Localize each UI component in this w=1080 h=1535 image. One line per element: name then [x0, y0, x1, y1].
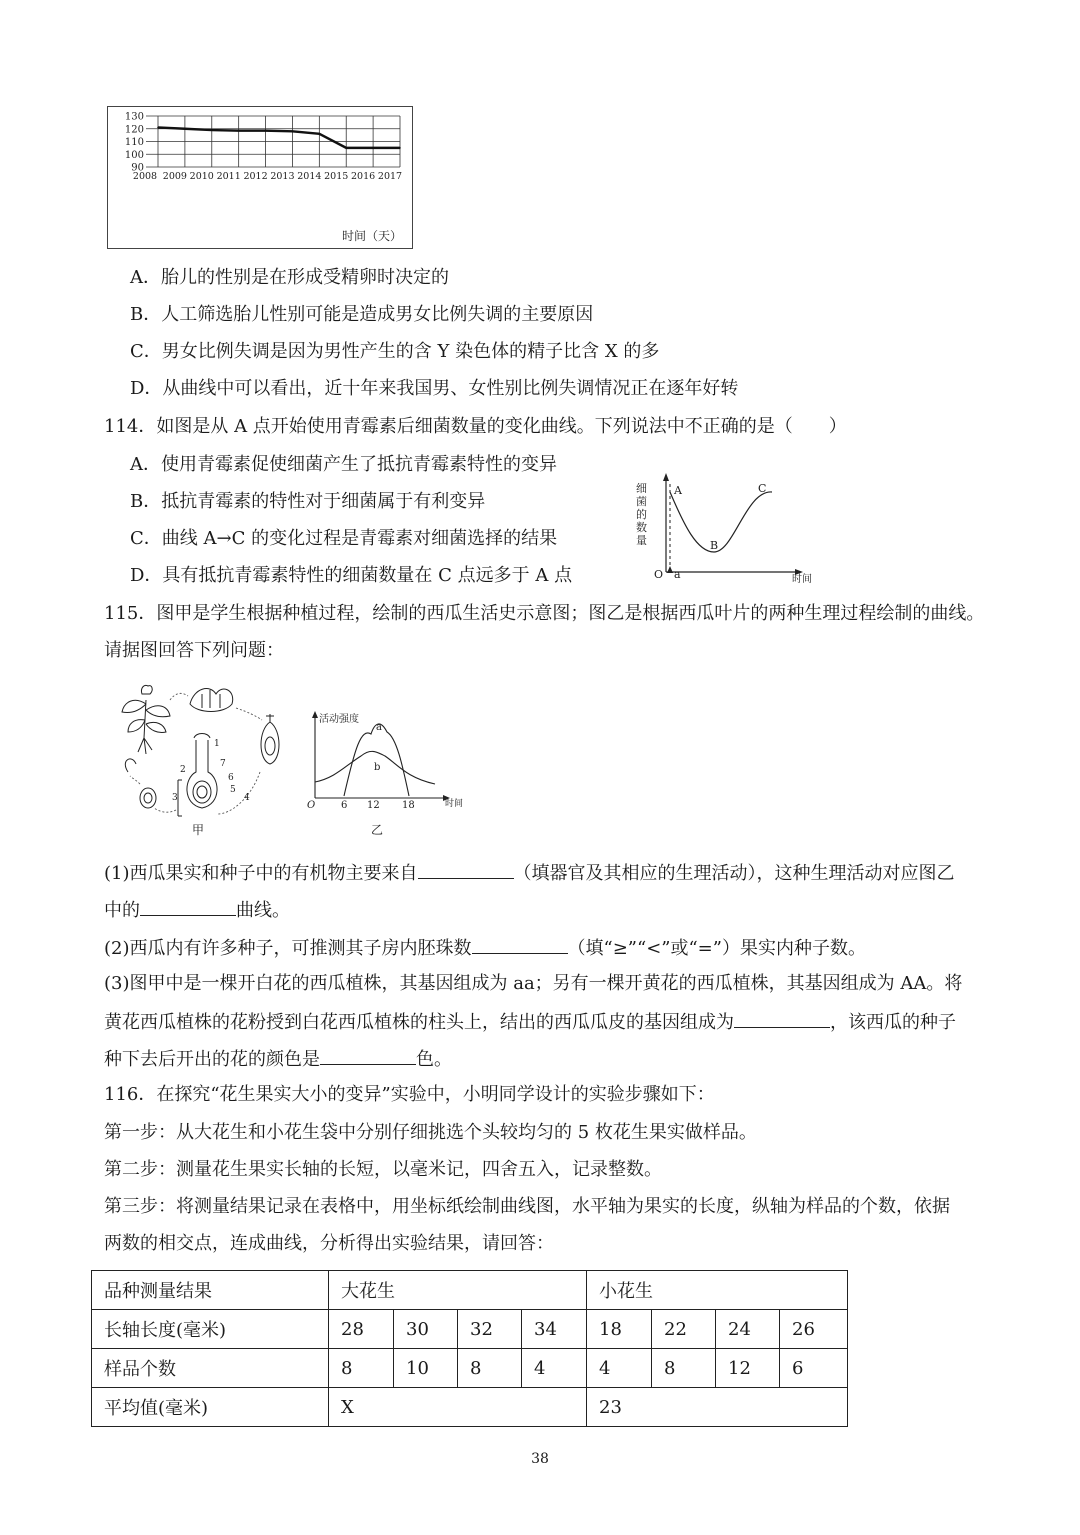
q115-p1-blank-2[interactable] [140, 897, 236, 916]
chart1-point [319, 133, 321, 135]
q113-option-b: B．人工筛选胎儿性别可能是造成男女比例失调的主要原因 [130, 304, 594, 325]
q116-step3-line1: 第三步：将测量结果记录在表格中，用坐标纸绘制曲线图，水平轴为果实的长度，纵轴为样品的个数，依据 [104, 1196, 950, 1217]
chart1-ytick-label: 100 [124, 149, 144, 161]
lifecycle-number-2: 2 [180, 765, 186, 775]
bacteria-y-arrow [663, 473, 669, 481]
table-cell: 8 [458, 1349, 522, 1388]
lifecycle-number-6: 6 [228, 773, 234, 783]
q115-p2-text-a: (2)西瓜内有许多种子，可推测其子房内胚珠数 [104, 938, 472, 959]
q116-step2: 第二步：测量花生果实长轴的长短，以毫米记，四舍五入，记录整数。 [104, 1159, 662, 1180]
q115-p3-text-c: 种下去后开出的花的颜色是 [104, 1049, 320, 1070]
q115-p3-blank-2[interactable] [320, 1046, 416, 1065]
seed-sketch [125, 759, 156, 808]
q114-option-b: B．抵抗青霉素的特性对于细菌属于有利变异 [130, 491, 486, 512]
activity-curve-a [344, 724, 409, 796]
table-cell: 26 [780, 1310, 848, 1349]
table-row-label: 长轴长度(毫米) [92, 1310, 329, 1349]
page-number: 38 [531, 1451, 549, 1467]
q115-stem-line2: 请据图回答下列问题： [104, 640, 284, 661]
chart1-xtick-label: 2016 [351, 171, 376, 182]
chart1-xtick-label: 2017 [377, 171, 403, 182]
chart1-point [292, 131, 294, 133]
q115-p1-text-d: 曲线。 [236, 900, 290, 921]
q114-option-d: D．具有抵抗青霉素特性的细菌数量在 C 点远多于 A 点 [130, 565, 573, 586]
q115-p3-blank-1[interactable] [734, 1009, 830, 1028]
chart1-xtick-label: 2012 [243, 171, 268, 182]
bacteria-graph [622, 470, 822, 585]
q113-option-c: C．男女比例失调是因为男性产生的含 Y 染色体的精子比含 X 的多 [130, 341, 660, 362]
chart1-series-line [158, 127, 400, 147]
chart1-xtick-label: 2010 [189, 171, 214, 182]
table-row-label: 样品个数 [92, 1349, 329, 1388]
table-header-small-peanut: 小花生 [587, 1271, 848, 1310]
chart1-ytick-label: 130 [124, 111, 144, 123]
fruit-sketch [261, 714, 279, 764]
activity-label-b: b [374, 762, 381, 773]
lifecycle-number-7: 7 [220, 759, 226, 769]
bacteria-label-c: C [758, 482, 767, 495]
q115-p1-text-b: （填器官及其相应的生理活动），这种生理活动对应图乙 [513, 863, 955, 884]
table-row-label: 平均值(毫米) [92, 1388, 329, 1427]
q115-p3-text-d: 色。 [416, 1049, 452, 1070]
bacteria-ylabel-2: 菌 [636, 495, 647, 508]
q115-p2-blank[interactable] [472, 935, 568, 954]
q115-p1-text-a: (1)西瓜果实和种子中的有机物主要来自 [104, 863, 418, 884]
chart1-point [265, 130, 267, 132]
table-cell: 12 [716, 1349, 780, 1388]
table-cell: 34 [522, 1310, 587, 1349]
q115-part3-line3 [104, 1046, 452, 1072]
bacteria-label-b: B [710, 539, 719, 552]
q115-p2-text-b: （填“≥”“<”或“=”）果实内种子数。 [567, 938, 866, 959]
table-cell: 6 [780, 1349, 848, 1388]
activity-y-arrow [312, 711, 318, 718]
chart1-ytick-label: 90 [131, 162, 144, 174]
activity-origin: O [307, 800, 316, 811]
table-row-average [92, 1388, 848, 1427]
table-avg-small: 23 [587, 1388, 848, 1427]
activity-xtick-12: 12 [367, 800, 380, 811]
lifecycle-number-1: 1 [214, 739, 220, 749]
table-cell: 28 [329, 1310, 394, 1349]
table-cell: 18 [587, 1310, 652, 1349]
chart1-point [399, 147, 401, 149]
sex-ratio-chart-frame [107, 106, 413, 249]
chart1-xtick-label: 2014 [297, 171, 322, 182]
activity-xtick-18: 18 [402, 800, 415, 811]
table-header-cell: 品种测量结果 [92, 1271, 329, 1310]
table-cell: 8 [329, 1349, 394, 1388]
bacteria-a-arrow [667, 566, 673, 573]
table-cell: 10 [394, 1349, 458, 1388]
lifecycle-number-3: 3 [172, 793, 178, 803]
q115-p1-blank-1[interactable] [418, 860, 514, 879]
chart1-ytick-label: 110 [124, 137, 144, 148]
chart1-ytick-label: 120 [124, 124, 144, 136]
q114-option-c: C．曲线 A→C 的变化过程是青霉素对细菌选择的结果 [130, 528, 558, 549]
chart1-point [372, 147, 374, 149]
table-cell: 4 [587, 1349, 652, 1388]
lifecycle-number-4: 4 [244, 793, 250, 803]
chart1-point [157, 127, 159, 129]
chart1-xtick-label: 2015 [324, 171, 349, 182]
chart1-xlabel: 时间（天） [341, 229, 403, 243]
table-cell: 32 [458, 1310, 522, 1349]
sex-ratio-chart [108, 107, 412, 248]
bacteria-ylabel-3: 的 [636, 508, 647, 521]
peanut-measurement-table [91, 1270, 848, 1427]
bacteria-label-a-upper: A [674, 484, 682, 497]
table-cell: 30 [394, 1310, 458, 1349]
q116-step3-line2: 两数的相交点，连成曲线，分析得出实验结果，请回答： [104, 1233, 554, 1254]
table-cell: 22 [652, 1310, 716, 1349]
bacteria-curve [670, 492, 772, 552]
bacteria-point-a: a [674, 568, 681, 581]
activity-intensity-graph [305, 708, 475, 840]
chart1-point [238, 130, 240, 132]
q115-part1-line1 [104, 860, 955, 886]
q115-p1-text-c: 中的 [104, 900, 140, 921]
q113-option-a: A．胎儿的性别是在形成受精卵时决定的 [130, 267, 449, 288]
q115-p3-text-b: ，该西瓜的种子 [830, 1012, 956, 1033]
flower-sketch [190, 689, 233, 712]
chart1-point [345, 147, 347, 149]
table-header-row [92, 1271, 848, 1310]
fig-jia-caption: 甲 [192, 823, 205, 837]
fig-yi-caption: 乙 [371, 823, 384, 837]
q116-stem: 116．在探究“花生果实大小的变异”实验中，小明同学设计的实验步骤如下： [104, 1084, 715, 1105]
q113-option-d: D．从曲线中可以看出，近十年来我国男、女性别比例失调情况正在逐年好转 [130, 378, 739, 399]
activity-ylabel: 活动强度 [319, 714, 359, 725]
chart1-point [211, 129, 213, 131]
chart1-xtick-label: 2008 [132, 171, 158, 182]
activity-xlabel: 时间 [445, 799, 464, 809]
table-row-length [92, 1310, 848, 1349]
q114-option-a: A．使用青霉素促使细菌产生了抵抗青霉素特性的变异 [130, 454, 557, 475]
q115-part3-line2 [104, 1009, 956, 1035]
q115-part1-line2 [104, 897, 290, 923]
plant-sketch [122, 685, 170, 754]
table-cell: 4 [522, 1349, 587, 1388]
q115-p3-text-a: 黄花西瓜植株的花粉授到白花西瓜植株的柱头上，结出的西瓜瓜皮的基因组成为 [104, 1012, 734, 1033]
bacteria-ylabel-1: 细 [636, 482, 647, 495]
q115-stem-line1: 115．图甲是学生根据种植过程，绘制的西瓜生活史示意图；图乙是根据西瓜叶片的两种生理过程绘制的曲线。 [104, 603, 985, 624]
chart1-point [184, 128, 186, 130]
chart1-xtick-label: 2011 [216, 171, 241, 182]
lifecycle-number-5: 5 [230, 785, 236, 795]
bacteria-origin: O [654, 568, 664, 581]
table-avg-big: X [329, 1388, 587, 1427]
q114-stem: 114．如图是从 A 点开始使用青霉素后细菌数量的变化曲线。下列说法中不正确的是（ ） [104, 416, 847, 437]
bacteria-ylabel-5: 量 [636, 534, 647, 547]
q115-part2 [104, 935, 866, 961]
activity-xtick-6: 6 [341, 800, 348, 811]
bacteria-ylabel-4: 数 [636, 521, 647, 534]
chart1-xtick-label: 2013 [270, 171, 295, 182]
q115-part3-line1: (3)图甲中是一棵开白花的西瓜植株，其基因组成为 aa；另有一棵开黄花的西瓜植株，其基因组成为 AA。将 [104, 973, 963, 994]
table-cell: 8 [652, 1349, 716, 1388]
table-header-big-peanut: 大花生 [329, 1271, 587, 1310]
table-cell: 24 [716, 1310, 780, 1349]
activity-label-a: a [376, 722, 382, 733]
chart1-xtick-label: 2009 [162, 171, 187, 182]
q116-step1: 第一步：从大花生和小花生袋中分别仔细挑选个头较均匀的 5 枚花生果实做样品。 [104, 1122, 757, 1143]
table-row-count [92, 1349, 848, 1388]
bacteria-xlabel: 时间 [792, 574, 812, 585]
watermelon-lifecycle-figure [110, 680, 300, 838]
